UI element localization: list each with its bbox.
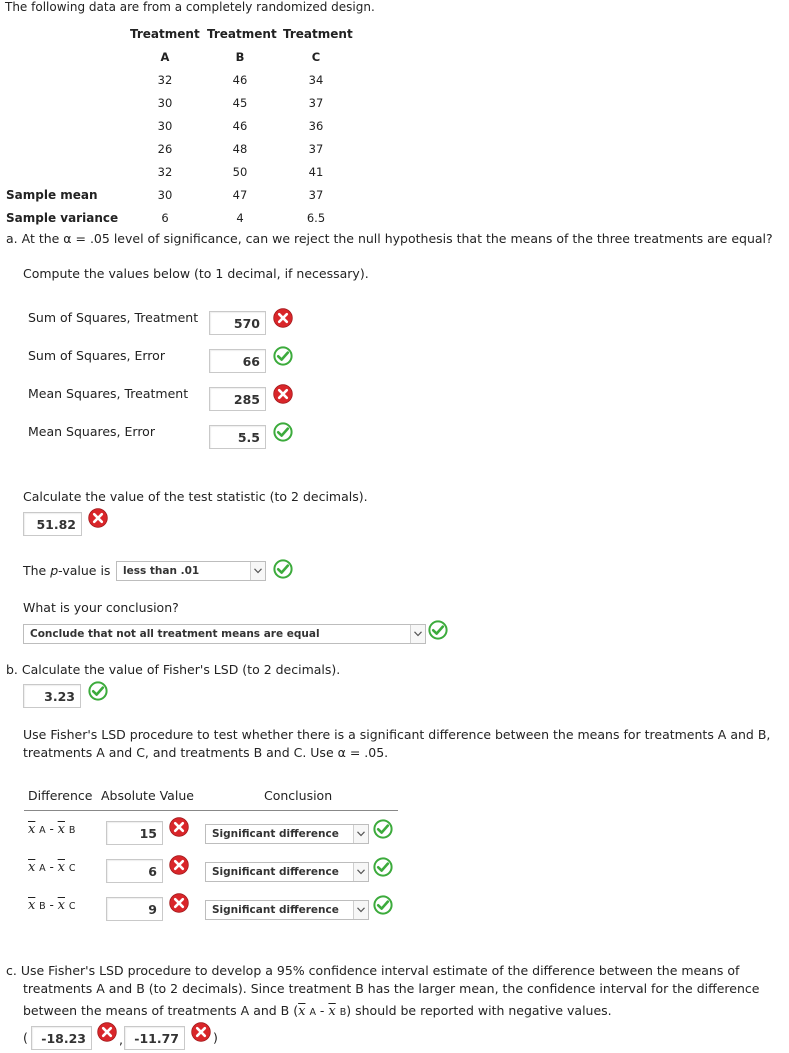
- part-b-question: b. Calculate the value of Fisher's LSD (to 2 decimals).: [6, 662, 341, 677]
- ms-treatment-label: Mean Squares, Treatment: [28, 386, 189, 401]
- table-cell: 37: [308, 96, 324, 110]
- correct-icon: [428, 620, 448, 640]
- sample-mean-b: 47: [232, 188, 248, 202]
- chevron-down-icon[interactable]: [353, 825, 368, 843]
- part-c-line1: c. Use Fisher's LSD procedure to develop a 95% confidence interval estimate of the difference between the means of: [6, 963, 740, 978]
- pvalue-selected-value: less than .01: [123, 565, 200, 577]
- ci-lower-input[interactable]: -18.23: [31, 1026, 92, 1050]
- correct-icon: [273, 422, 293, 442]
- ss-error-input[interactable]: 66: [209, 349, 266, 373]
- incorrect-icon: [169, 817, 189, 837]
- table-cell: 32: [157, 165, 173, 179]
- treatment-header-b: Treatment: [207, 27, 277, 41]
- chevron-down-icon[interactable]: [353, 901, 368, 919]
- open-paren: (: [23, 1030, 28, 1045]
- chevron-down-icon[interactable]: [353, 863, 368, 881]
- table-cell: 50: [232, 165, 248, 179]
- table-cell: 48: [232, 142, 248, 156]
- table-cell: 46: [232, 119, 248, 133]
- conclusion-selected-value: Conclude that not all treatment means are equal: [30, 628, 320, 640]
- test-stat-instruction: Calculate the value of the test statistic (to 2 decimals).: [23, 489, 368, 504]
- difference-label-bc: $\overline{x}$ B - $\overline{x}$ C: [28, 898, 76, 913]
- pvalue-label: The p-value is: [23, 563, 111, 578]
- column-header-a: A: [160, 50, 170, 64]
- close-paren: ): [213, 1030, 218, 1045]
- difference-label-ac: $\overline{x}$ A - $\overline{x}$ C: [28, 860, 76, 875]
- conclusion-question: What is your conclusion?: [23, 600, 179, 615]
- sample-variance-a: 6: [161, 211, 169, 225]
- column-header-c: C: [311, 50, 321, 64]
- ss-error-label: Sum of Squares, Error: [28, 348, 165, 363]
- conclusion-header: Conclusion: [264, 788, 333, 803]
- correct-icon: [88, 681, 108, 701]
- lsd-input[interactable]: 3.23: [23, 684, 81, 708]
- difference-label-ab: $\overline{x}$ A - $\overline{x}$ B: [28, 822, 76, 837]
- table-cell: 26: [157, 142, 173, 156]
- sample-mean-a: 30: [157, 188, 173, 202]
- table-cell: 45: [232, 96, 248, 110]
- pvalue-select[interactable]: [116, 561, 266, 581]
- incorrect-icon: [169, 855, 189, 875]
- ss-treatment-input[interactable]: 570: [209, 311, 266, 335]
- chevron-down-icon[interactable]: [250, 562, 265, 580]
- incorrect-icon: [273, 308, 293, 328]
- comma-separator: ,: [119, 1032, 123, 1047]
- table-cell: 34: [308, 73, 324, 87]
- test-stat-input[interactable]: 51.82: [23, 512, 82, 536]
- part-c-line3: between the means of treatments A and B ($\overline{x}$ A - $\overline{x}$ B) should be reported with negative values.: [23, 1003, 612, 1019]
- table-cell: 41: [308, 165, 324, 179]
- incorrect-icon: [191, 1022, 211, 1042]
- incorrect-icon: [97, 1022, 117, 1042]
- table-cell: 32: [157, 73, 173, 87]
- ci-upper-input[interactable]: -11.77: [124, 1026, 185, 1050]
- treatment-header-a: Treatment: [130, 27, 200, 41]
- correct-icon: [373, 819, 393, 839]
- conclusion-ac-value: Significant difference: [212, 866, 339, 878]
- treatment-header-c: Treatment: [283, 27, 353, 41]
- table-cell: 30: [157, 119, 173, 133]
- compute-instruction: Compute the values below (to 1 decimal, if necessary).: [23, 266, 369, 281]
- table-cell: 37: [308, 142, 324, 156]
- ms-treatment-input[interactable]: 285: [209, 387, 266, 411]
- correct-icon: [273, 559, 293, 579]
- incorrect-icon: [273, 384, 293, 404]
- incorrect-icon: [169, 893, 189, 913]
- conclusion-ab-value: Significant difference: [212, 828, 339, 840]
- abs-diff-bc-input[interactable]: 9: [106, 897, 163, 921]
- conclusion-bc-select[interactable]: [205, 900, 369, 920]
- conclusion-select[interactable]: [23, 624, 426, 644]
- chevron-down-icon[interactable]: [410, 625, 425, 643]
- correct-icon: [373, 857, 393, 877]
- ms-error-input[interactable]: 5.5: [209, 425, 266, 449]
- absolute-value-header: Absolute Value: [101, 788, 194, 803]
- incorrect-icon: [88, 508, 108, 528]
- ss-treatment-label: Sum of Squares, Treatment: [28, 310, 199, 325]
- conclusion-ac-select[interactable]: [205, 862, 369, 882]
- procedure-text-line2: treatments A and C, and treatments B and C. Use α = .05.: [23, 745, 389, 760]
- conclusion-bc-value: Significant difference: [212, 904, 339, 916]
- column-header-b: B: [235, 50, 245, 64]
- correct-icon: [373, 895, 393, 915]
- sample-variance-label: Sample variance: [6, 211, 119, 225]
- procedure-text-line1: Use Fisher's LSD procedure to test whether there is a significant difference between the means for treatments A and B,: [23, 727, 771, 742]
- part-c-line2: treatments A and B (to 2 decimals). Since treatment B has the larger mean, the confidence interval for the difference: [23, 981, 760, 996]
- intro-text: The following data are from a completely randomized design.: [5, 0, 375, 14]
- sample-mean-c: 37: [308, 188, 324, 202]
- table-cell: 30: [157, 96, 173, 110]
- sample-variance-c: 6.5: [306, 211, 326, 225]
- header-divider: [24, 810, 398, 811]
- conclusion-ab-select[interactable]: [205, 824, 369, 844]
- difference-header: Difference: [28, 788, 93, 803]
- table-cell: 36: [308, 119, 324, 133]
- sample-mean-label: Sample mean: [6, 188, 98, 202]
- abs-diff-ab-input[interactable]: 15: [106, 821, 163, 845]
- sample-variance-b: 4: [236, 211, 244, 225]
- table-cell: 46: [232, 73, 248, 87]
- correct-icon: [273, 346, 293, 366]
- abs-diff-ac-input[interactable]: 6: [106, 859, 163, 883]
- ms-error-label: Mean Squares, Error: [28, 424, 155, 439]
- part-a-question: a. At the α = .05 level of significance, can we reject the null hypothesis that the means of the three treatments are equal?: [6, 231, 773, 246]
